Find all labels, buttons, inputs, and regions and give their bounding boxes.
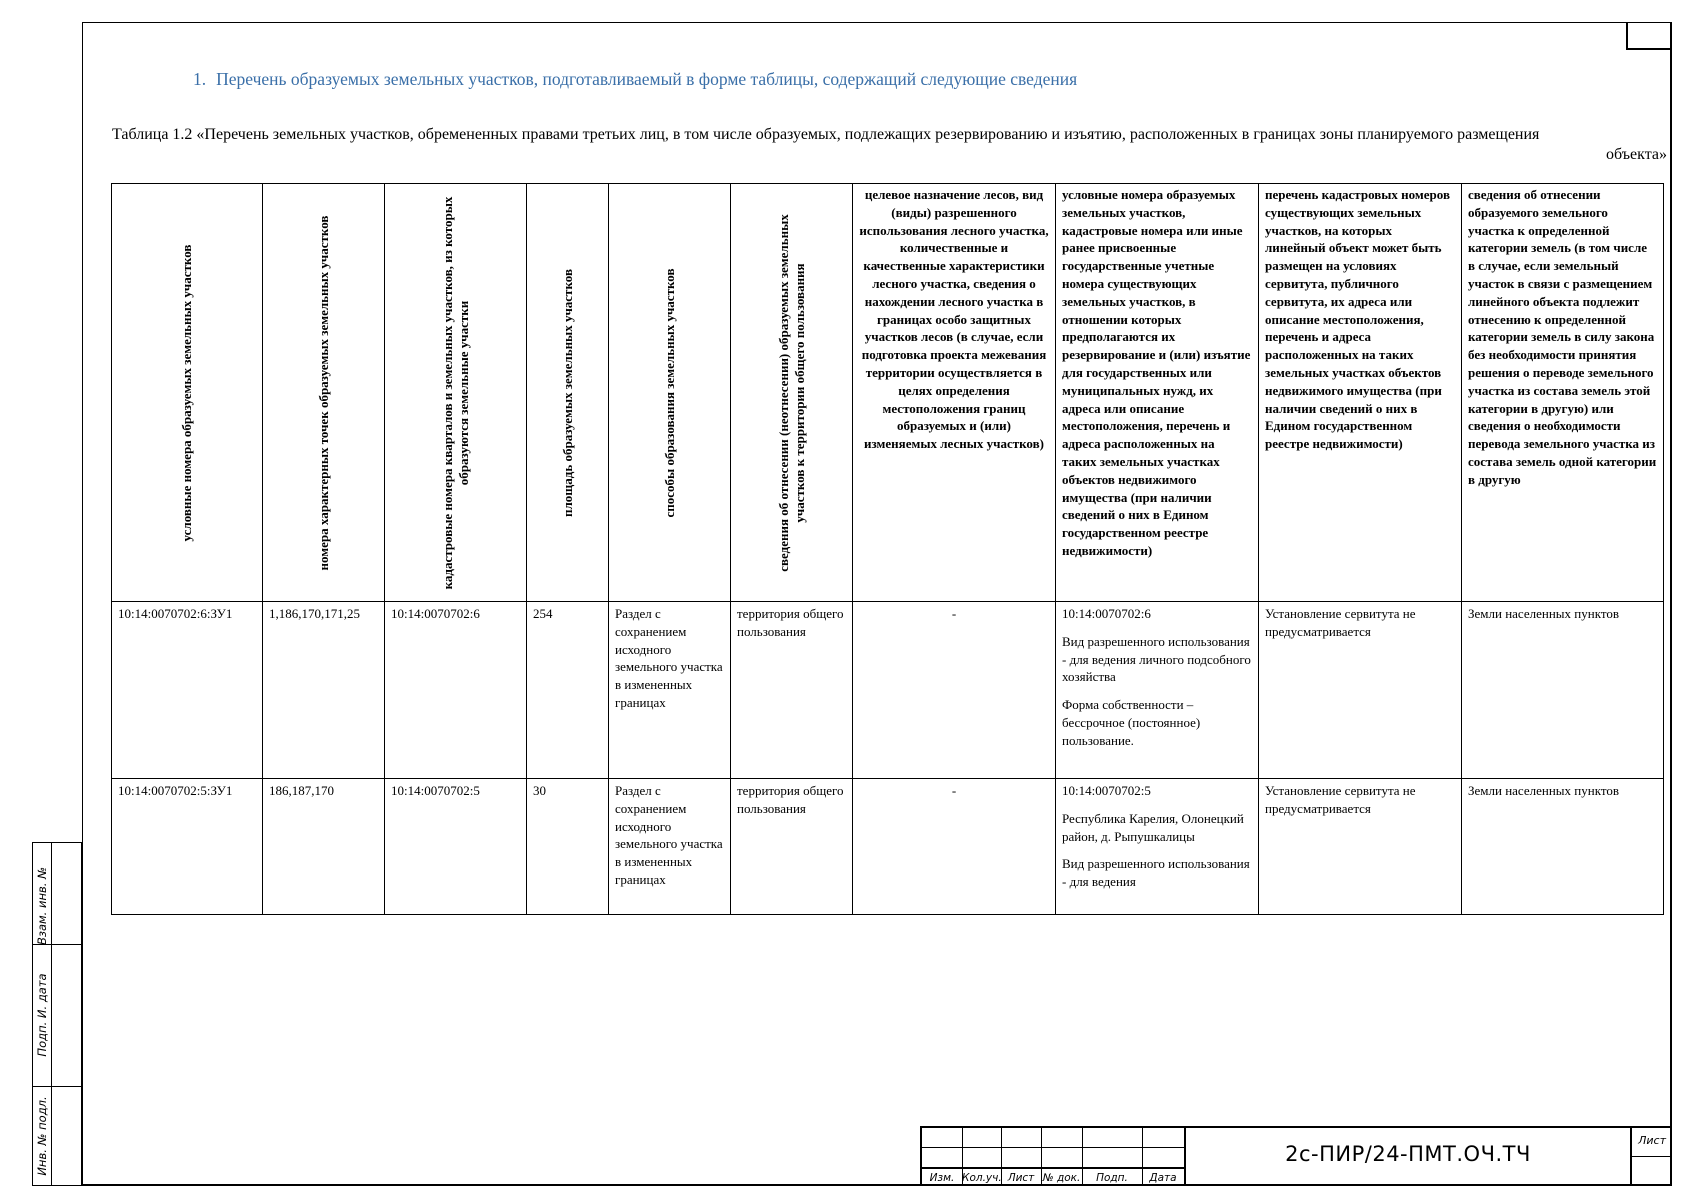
header-points: номера характерных точек образуемых земельных участков [263, 184, 385, 602]
tb-label-kolvo: Кол.уч. [962, 1172, 1002, 1184]
caption-line2: объекта» [1606, 146, 1667, 163]
heading-number: 1. [193, 69, 207, 89]
header-forest-purpose: целевое назначение лесов, вид (виды) разрешенного использования лесного участка, количественные и качественные характеристики лесного участка, сведения о нахождении лесного участка в границах особо защитных участков лесов (в случае, если подготовка проекта межевания территории осуществляется в целях определения местоположения границ образуемых и (или) изменяемых лесных участков) [853, 184, 1056, 602]
cell-method: Раздел с сохранением исходного земельного участка в измененных границах [609, 779, 731, 915]
reservation-line: 10:14:0070702:5 [1062, 783, 1151, 798]
cell-plot-number: 10:14:0070702:6:ЗУ1 [112, 602, 263, 779]
table-row [112, 779, 1664, 915]
tb-sheet-label: Лист [1638, 1134, 1666, 1147]
tb-label-izm: Изм. [929, 1172, 955, 1184]
table-caption [112, 125, 1667, 165]
tb-label-list: Лист [1007, 1172, 1035, 1184]
header-conditional-numbers: условные номера образуемых земельных участков [112, 184, 263, 602]
header-public-use: сведения об отнесении (неотнесении) образуемых земельных участков к территории общего пользования [731, 184, 853, 602]
side-label-signature-date: Подп. И. дата [35, 973, 49, 1057]
header-servitude: перечень кадастровых номеров существующих земельных участков, на которых линейный объект может быть размещен на условиях сервитута, публичного сервитута, их адреса или описание местоположения, перечень и адреса расположенных на таких земельных участках объектов недвижимого имущества (при наличии сведений о них в Едином государственном реестре недвижимости) [1259, 184, 1462, 602]
title-block [920, 1126, 1672, 1186]
cell-area: 254 [527, 602, 609, 779]
reservation-line: Республика Карелия, Олонецкий район, д. Рыпушкалицы [1062, 810, 1244, 844]
sheet-number-box [1626, 22, 1672, 50]
land-plots-table [111, 183, 1664, 915]
side-label-replacement: Взам. инв. № [35, 866, 49, 946]
caption-line1: Таблица 1.2 «Перечень земельных участков, обремененных правами третьих лиц, в том числе образуемых, подлежащих резервированию и изъятию, расположенных в границах зоны планируемого размещения [112, 126, 1540, 143]
table-header-row [112, 184, 1664, 602]
tb-label-sign: Подп. [1096, 1172, 1128, 1184]
cell-servitude: Установление сервитута не предусматривается [1259, 779, 1462, 915]
header-reservation: условные номера образуемых земельных участков, кадастровые номера или иные ранее присвоенные государственные учетные номера существующих земельных участков, в отношении которых предполагаются их резервирование и (или) изъятие для государственных или муниципальных нужд, их адреса или описание местоположения, перечень и адреса расположенных на таких земельных участках объектов недвижимого имущества (при наличии сведений о них в Едином государственном реестре недвижимости) [1056, 184, 1259, 602]
cell-area: 30 [527, 779, 609, 915]
cell-points: 1,186,170,171,25 [263, 602, 385, 779]
tb-label-date: Дата [1149, 1172, 1177, 1184]
tb-label-doc: № док. [1042, 1172, 1081, 1184]
reservation-line: Вид разрешенного использования - для ведения личного подсобного хозяйства [1062, 633, 1251, 685]
side-label-inventory: Инв. № подл. [35, 1096, 49, 1176]
cell-forest: - [853, 779, 1056, 915]
reservation-line: Форма собственности – бессрочное (постоянное) пользование. [1062, 697, 1201, 748]
header-area: площадь образуемых земельных участков [527, 184, 609, 602]
cell-servitude: Установление сервитута не предусматривается [1259, 602, 1462, 779]
heading-text: Перечень образуемых земельных участков, подготавливаемый в форме таблицы, содержащий следующие сведения [216, 69, 1078, 89]
reservation-line: 10:14:0070702:6 [1062, 606, 1151, 621]
header-cadastral-quarters: кадастровые номера кварталов и земельных участков, из которых образуются земельные участки [385, 184, 527, 602]
document-code: 2с-ПИР/24-ПМТ.ОЧ.ТЧ [1285, 1142, 1531, 1166]
header-formation-method: способы образования земельных участков [609, 184, 731, 602]
cell-points: 186,187,170 [263, 779, 385, 915]
cell-forest: - [853, 602, 1056, 779]
cell-reservation [1056, 779, 1259, 915]
cell-public-use: территория общего пользования [731, 602, 853, 779]
header-land-category: сведения об отнесении образуемого земельного участка к определенной категории земель (в том числе в случае, если земельный участок в связи с размещением линейного объекта подлежит отнесению к определенной категории земель в силу закона без необходимости принятия решения о переводе земельного участка из состава земель этой категории в другую) или сведения о необходимости перевода земельного участка из состава земель одной категории в другую [1462, 184, 1664, 602]
reservation-line: Вид разрешенного использования - для ведения [1062, 856, 1250, 890]
table-row [112, 602, 1664, 779]
cell-land-category: Земли населенных пунктов [1462, 779, 1664, 915]
cell-method: Раздел с сохранением исходного земельного участка в измененных границах [609, 602, 731, 779]
side-stamp [32, 842, 82, 1186]
cell-reservation [1056, 602, 1259, 779]
cell-land-category: Земли населенных пунктов [1462, 602, 1664, 779]
cell-cadastral: 10:14:0070702:6 [385, 602, 527, 779]
cell-plot-number: 10:14:0070702:5:ЗУ1 [112, 779, 263, 915]
cell-public-use: территория общего пользования [731, 779, 853, 915]
cell-cadastral: 10:14:0070702:5 [385, 779, 527, 915]
section-heading [193, 69, 1077, 90]
